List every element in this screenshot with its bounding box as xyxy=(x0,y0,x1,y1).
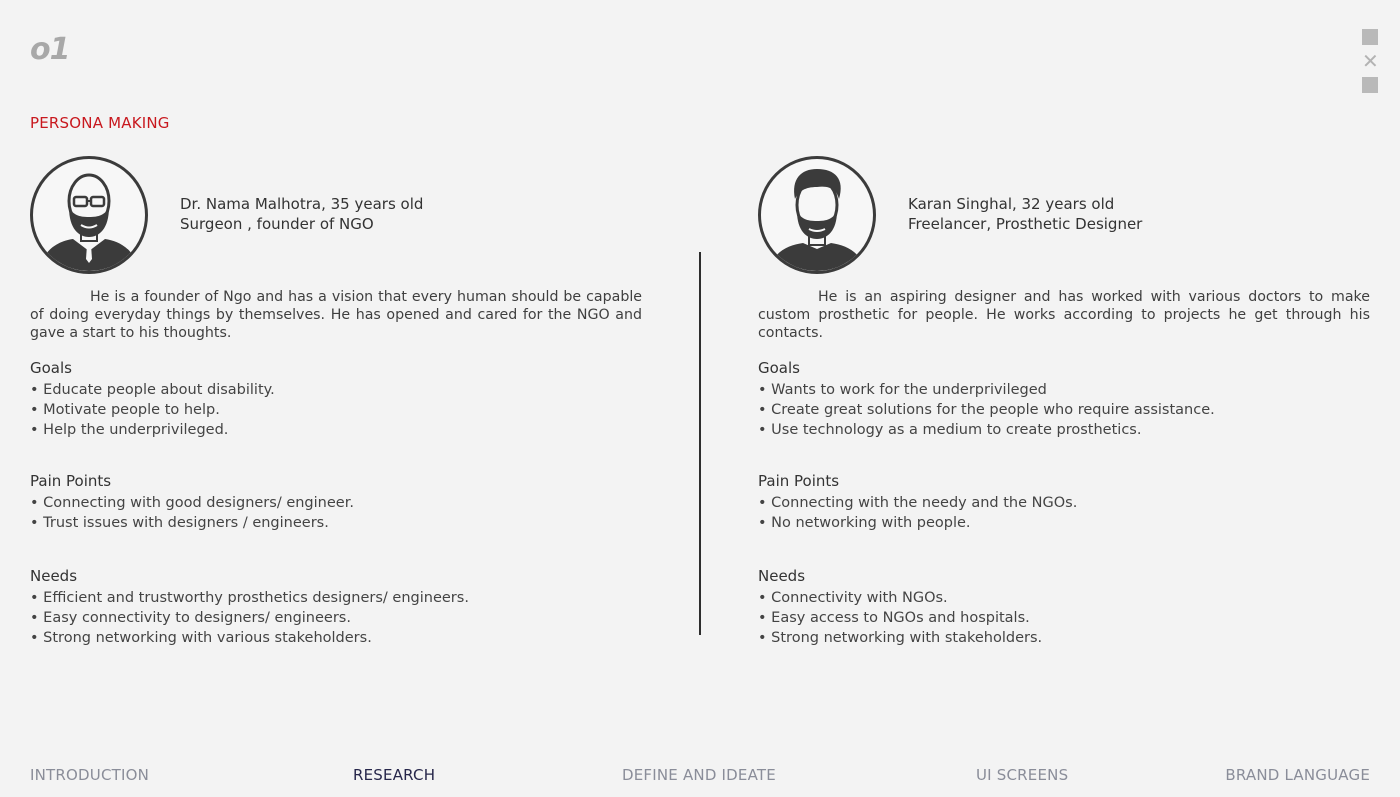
window-controls xyxy=(1362,29,1378,101)
bearded-man-icon xyxy=(758,156,876,274)
pain-point-item: • No networking with people. xyxy=(758,515,971,531)
minimize-square-icon[interactable] xyxy=(1362,29,1378,45)
pain-points-heading: Pain Points xyxy=(758,472,840,490)
pain-points-heading: Pain Points xyxy=(30,472,112,490)
goal-item: • Create great solutions for the people who require assistance. xyxy=(758,402,1215,418)
page-number: o1 xyxy=(30,32,70,67)
persona-name: Dr. Nama Malhotra, 35 years old xyxy=(180,195,424,213)
goal-item: • Motivate people to help. xyxy=(30,402,220,418)
need-item: • Connectivity with NGOs. xyxy=(758,590,948,606)
goal-item: • Use technology as a medium to create prosthetics. xyxy=(758,422,1142,438)
goals-section xyxy=(30,358,642,440)
goal-item: • Help the underprivileged. xyxy=(30,422,229,438)
nav-brand-language[interactable]: BRAND LANGUAGE xyxy=(1225,766,1370,784)
needs-heading: Needs xyxy=(758,567,806,585)
goal-item: • Educate people about disability. xyxy=(30,382,275,398)
needs-section xyxy=(758,566,1370,648)
need-item: • Easy connectivity to designers/ engineers. xyxy=(30,610,351,626)
needs-section xyxy=(30,566,642,648)
need-item: • Efficient and trustworthy prosthetics designers/ engineers. xyxy=(30,590,469,606)
need-item: • Strong networking with various stakeholders. xyxy=(30,630,372,646)
nav-introduction[interactable]: INTRODUCTION xyxy=(30,766,150,784)
maximize-square-icon[interactable] xyxy=(1362,77,1378,93)
need-item: • Strong networking with stakeholders. xyxy=(758,630,1043,646)
pain-points-section xyxy=(758,471,1370,533)
nav-ui-screens[interactable]: UI SCREENS xyxy=(976,766,1069,784)
need-item: • Easy access to NGOs and hospitals. xyxy=(758,610,1030,626)
goals-heading: Goals xyxy=(30,359,72,377)
vertical-divider xyxy=(699,252,701,635)
persona-identity xyxy=(908,194,1142,234)
close-icon[interactable]: ✕ xyxy=(1362,49,1379,73)
persona-bio: He is an aspiring designer and has worked with various doctors to make custom prosthetic for people. He works according to projects he get through his contacts. xyxy=(758,289,1370,341)
persona-name: Karan Singhal, 32 years old xyxy=(908,195,1115,213)
persona-role: Freelancer, Prosthetic Designer xyxy=(908,215,1143,233)
nav-research[interactable]: RESEARCH xyxy=(353,766,436,784)
goals-section xyxy=(758,358,1370,440)
bald-bearded-man-glasses-icon xyxy=(30,156,148,274)
persona-identity xyxy=(180,194,423,234)
pain-point-item: • Connecting with good designers/ engineer. xyxy=(30,495,354,511)
nav-define-and-ideate[interactable]: DEFINE AND IDEATE xyxy=(622,766,776,784)
needs-heading: Needs xyxy=(30,567,78,585)
pain-point-item: • Trust issues with designers / engineers. xyxy=(30,515,329,531)
goal-item: • Wants to work for the underprivileged xyxy=(758,382,1047,398)
persona-role: Surgeon , founder of NGO xyxy=(180,215,374,233)
persona-bio: He is a founder of Ngo and has a vision that every human should be capable of doing everyday things by themselves. He has opened and cared for the NGO and gave a start to his thoughts. xyxy=(30,289,642,341)
section-title: PERSONA MAKING xyxy=(30,114,170,132)
bottom-navigation xyxy=(30,766,1370,788)
goals-heading: Goals xyxy=(758,359,800,377)
pain-point-item: • Connecting with the needy and the NGOs. xyxy=(758,495,1078,511)
pain-points-section xyxy=(30,471,642,533)
